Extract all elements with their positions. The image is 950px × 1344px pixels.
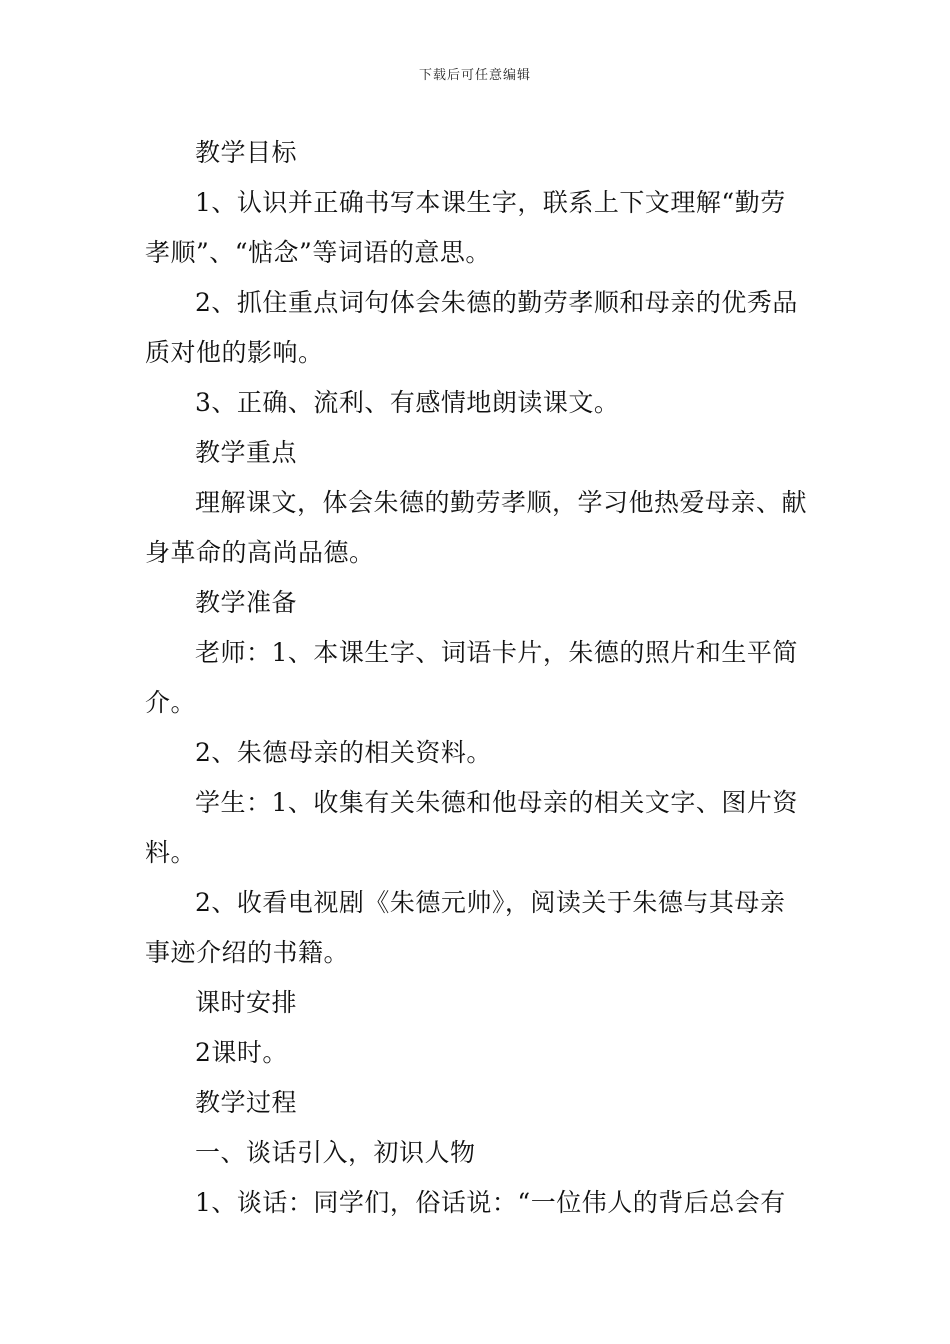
preparation-teacher-1: 老师：1、本课生字、词语卡片，朱德的照片和生平简介。 xyxy=(145,638,798,717)
heading-class-schedule: 课时安排 xyxy=(195,988,298,1017)
heading-teaching-process: 教学过程 xyxy=(195,1088,298,1117)
heading-teaching-goals: 教学目标 xyxy=(195,138,298,167)
process-step-1: 1、谈话：同学们，俗话说：“一位伟人的背后总会有 xyxy=(195,1188,786,1217)
goal-item-3: 3、正确、流利、有感情地朗读课文。 xyxy=(195,388,620,417)
heading-teaching-focus: 教学重点 xyxy=(195,438,298,467)
focus-text: 理解课文，体会朱德的勤劳孝顺，学习他热爱母亲、献身革命的高尚品德。 xyxy=(145,488,808,567)
preparation-teacher-2: 2、朱德母亲的相关资料。 xyxy=(195,738,492,767)
process-section-1: 一、谈话引入，初识人物 xyxy=(195,1138,476,1167)
document-body xyxy=(145,128,807,1228)
goal-item-2: 2、抓住重点词句体会朱德的勤劳孝顺和母亲的优秀品质对他的影响。 xyxy=(145,288,798,367)
preparation-student-2: 2、收看电视剧《朱德元帅》，阅读关于朱德与其母亲事迹介绍的书籍。 xyxy=(145,888,786,967)
page-header: 下载后可任意编辑 xyxy=(418,68,531,83)
schedule-text: 2课时。 xyxy=(195,1038,288,1067)
preparation-student-1: 学生：1、收集有关朱德和他母亲的相关文字、图片资料。 xyxy=(145,788,798,867)
goal-item-1: 1、认识并正确书写本课生字，联系上下文理解“勤劳孝顺”、“惦念”等词语的意思。 xyxy=(145,188,786,267)
heading-teaching-preparation: 教学准备 xyxy=(195,588,298,617)
